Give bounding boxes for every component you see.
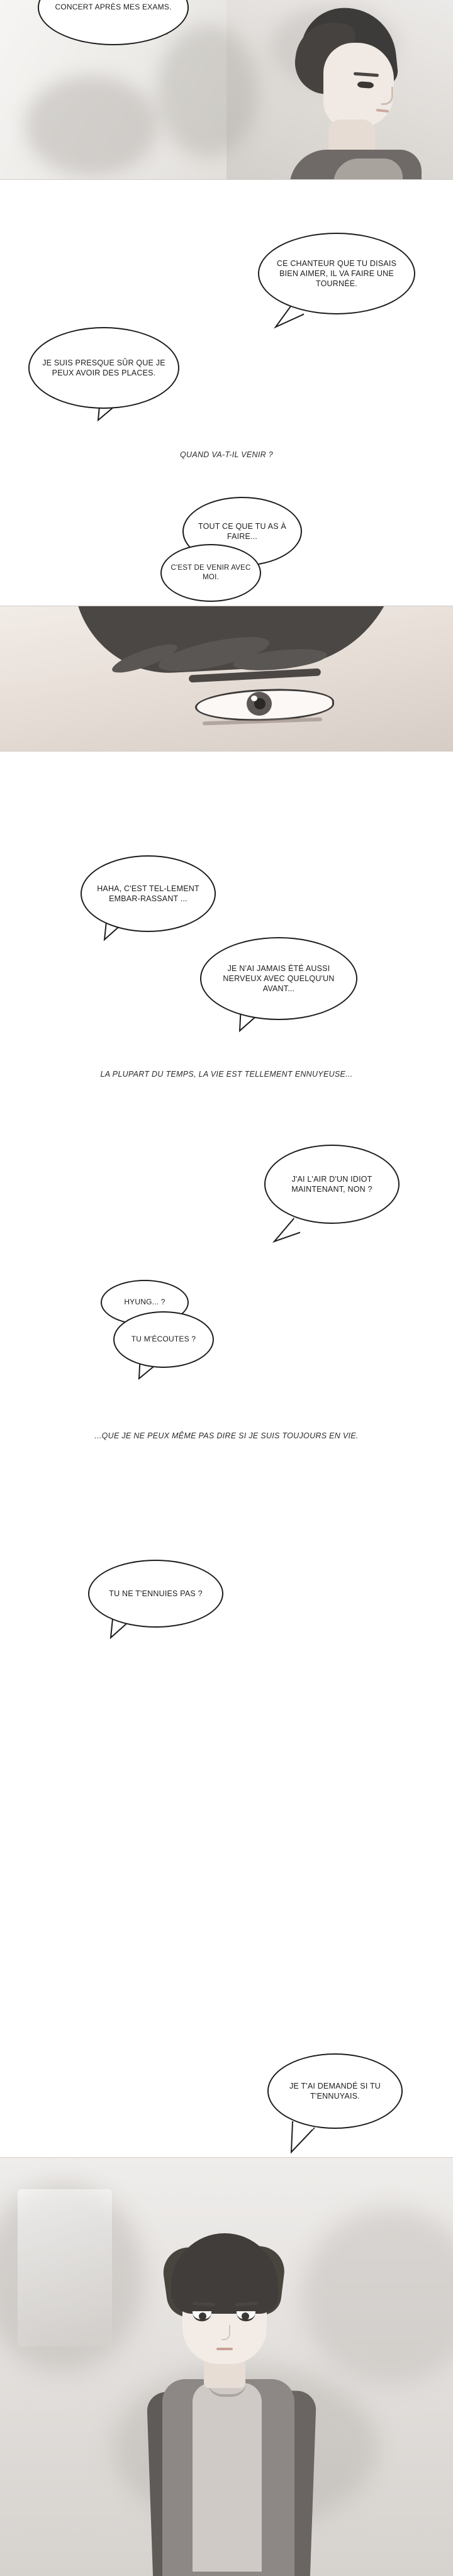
speech-bubble-10 [113, 1311, 214, 1368]
speech-bubble-8-text: J'AI L'AIR D'UN IDIOT MAINTENANT, NON ? [291, 1175, 372, 1194]
speech-bubble-3 [28, 327, 179, 409]
tshirt [193, 2383, 262, 2572]
pupil-left [199, 2312, 206, 2320]
caption-1-text: QUAND VA-T-IL VENIR ? [179, 450, 273, 459]
speech-bubble-2 [258, 233, 415, 314]
speech-bubble-11-text: TU NE T'ENNUIES PAS ? [109, 1589, 203, 1598]
speech-bubble-12-text: JE T'AI DEMANDÉ SI TU T'ENNUYAIS. [289, 2082, 381, 2101]
background-shadow-1 [25, 75, 157, 176]
mouth [216, 2348, 233, 2350]
window-pane [18, 2189, 112, 2346]
speech-bubble-5-text: C'EST DE VENIR AVEC MOI. [171, 564, 251, 581]
caption-2-text: LA PLUPART DU TEMPS, LA VIE EST TELLEMENT ENNUYEUSE... [100, 1070, 353, 1079]
caption-2 [94, 1069, 359, 1080]
speech-bubble-11 [88, 1560, 223, 1628]
speech-bubble-6 [81, 855, 216, 932]
pupil-right [242, 2312, 249, 2320]
speech-bubble-2-text: CE CHANTEUR QUE TU DISAIS BIEN AIMER, IL VA FAIRE UNE TOURNÉE. [276, 259, 397, 288]
speech-bubble-5 [160, 544, 261, 602]
caption-3-text: ...QUE JE NE PEUX MÊME PAS DIRE SI JE SUIS TOUJOURS EN VIE. [94, 1431, 359, 1440]
speech-bubble-4-text: TOUT CE QUE TU AS À FAIRE... [198, 522, 286, 541]
panel-1 [0, 0, 453, 180]
speech-bubble-12 [267, 2053, 403, 2129]
background-shadow-2 [157, 25, 258, 157]
speech-bubble-10-text: TU M'ÉCOUTES ? [131, 1335, 196, 1344]
hair-top [171, 2233, 278, 2314]
panel-3 [0, 2157, 453, 2576]
speech-bubble-1-text: CONCERT APRÈS MES EXAMS. [55, 3, 172, 12]
eye-highlight [251, 696, 257, 701]
character-head-profile [296, 8, 409, 174]
speech-bubble-3-text: JE SUIS PRESQUE SÛR QUE JE PEUX AVOIR DES PLACES. [42, 358, 165, 377]
panel-2 [0, 606, 453, 752]
caption-1 [101, 450, 352, 460]
speech-bubble-7 [200, 937, 357, 1020]
speech-bubble-8 [264, 1145, 400, 1224]
speech-bubble-9-text: HYUNG... ? [124, 1297, 165, 1307]
character-figure [132, 2233, 333, 2576]
speech-bubble-7-text: JE N'AI JAMAIS ÉTÉ AUSSI NERVEUX AVEC QUELQU'UN AVANT... [223, 964, 335, 993]
speech-bubble-6-text: HAHA, C'EST TEL-LEMENT EMBAR-RASSANT ... [97, 884, 199, 903]
caption-3 [94, 1431, 359, 1441]
